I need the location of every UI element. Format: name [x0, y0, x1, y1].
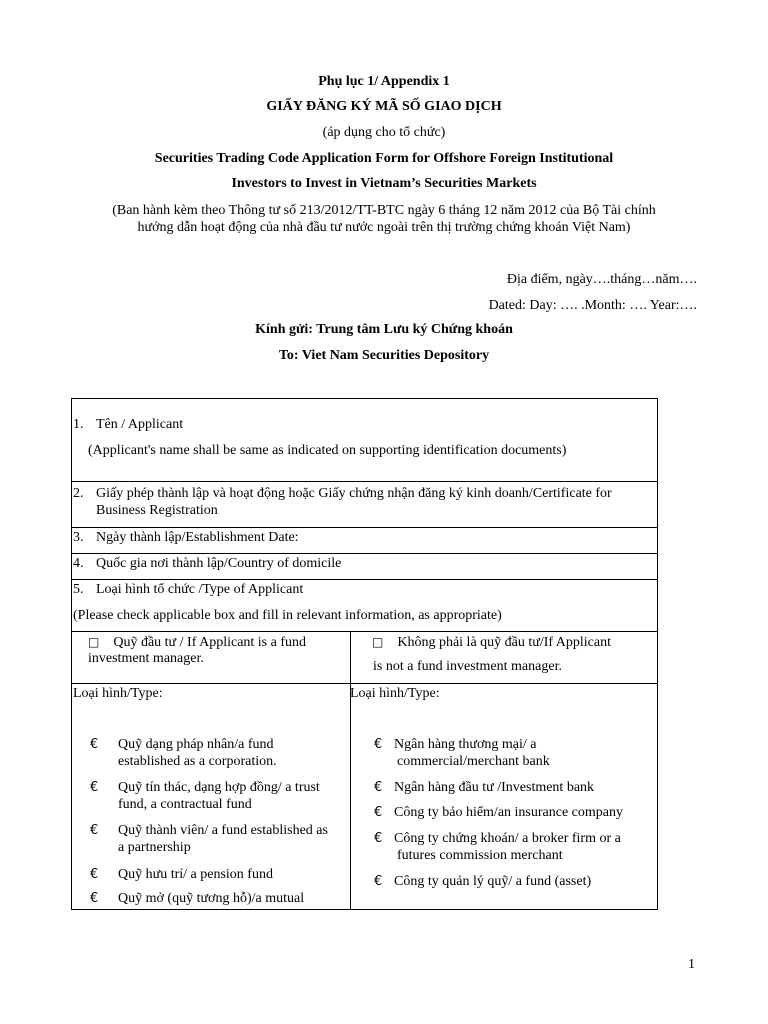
- section-country-of-domicile[interactable]: [73, 555, 341, 573]
- type-instruction-note: (Please check applicable box and fill in relevant information, as appropriate): [73, 608, 502, 623]
- section-establishment-date[interactable]: [73, 529, 299, 547]
- section-type-of-applicant: [73, 581, 303, 599]
- option-label: Không phải là quỹ đầu tư/If Applicant: [397, 635, 612, 650]
- type-label-right: Loại hình/Type:: [350, 686, 440, 701]
- checkbox-icon[interactable]: €: [90, 867, 99, 882]
- section-number: 5.: [73, 582, 84, 597]
- checkbox-icon[interactable]: €: [90, 891, 99, 906]
- section-applicant-name[interactable]: [73, 416, 183, 434]
- appendix-label: Phụ lục 1/ Appendix 1: [318, 74, 450, 89]
- option-label-cont: investment manager.: [88, 651, 204, 666]
- checkbox-icon[interactable]: €: [90, 823, 99, 838]
- section-label: Loại hình tổ chức /Type of Applicant: [96, 582, 304, 597]
- row-divider: [72, 527, 657, 528]
- checkbox-icon[interactable]: €: [374, 805, 383, 820]
- checkbox-icon[interactable]: €: [90, 737, 99, 752]
- section-number: 1.: [73, 417, 84, 432]
- form-title-en-line1: Securities Trading Code Application Form for Offshore Foreign Institutional: [154, 151, 614, 166]
- section-number: 3.: [73, 530, 84, 545]
- row-divider: [72, 481, 657, 482]
- checkbox-icon[interactable]: €: [374, 831, 383, 846]
- recipient-en: To: Viet Nam Securities Depository: [278, 348, 490, 363]
- section-label: Giấy phép thành lập và hoạt động hoặc Giấy chứng nhận đăng ký kinh doanh/Certificate for: [96, 486, 612, 501]
- application-form-table: 1. Tên / Applicant (Applicant's name shall be same as indicated on supporting identification documents) 2. Giấy phép thành lập và hoạt động hoặc Giấy chứng nhận đăng ký kinh doanh/Certificate for Business Registration 3. Ngày thành lập/Establishment Date: 4. Quốc gia nơi thành lập/Country of domicile 5. Loại hình tổ chức /Type of Applicant (Please check applicable box and fill in relevant information, as appropriate) □ Quỹ đầu tư / If Applicant is a fund investment manager. □ Không phải là quỹ đầu tư/If Applicant is not a fund investment manager. Loại hình/Type: Loại hình/Type: € Quỹ dạng pháp nhân/a fund established as a corporation. € Quỹ tín thác, dạng hợp đồng/ a trust fund, a contractual fund € Quỹ thành viên/ a fund established as a partnership € Quỹ hưu trí/ a pension fund € Quỹ mở (quỹ tương hỗ)/a mutual € Ngân hàng thương mại/ a commercial/merchant bank € Ngân hàng đầu tư /Investment bank € Công ty bảo hiểm/an insurance company € Công ty chứng khoán/ a broker firm or a futures commission merchant € Công ty quản lý quỹ/ a fund (asset): [71, 398, 658, 910]
- section-label-cont: Business Registration: [96, 503, 218, 518]
- section-label: Quốc gia nơi thành lập/Country of domicile: [96, 556, 342, 571]
- applicant-name-note: (Applicant's name shall be same as indicated on supporting identification documents): [88, 443, 567, 458]
- section-business-registration[interactable]: [73, 485, 612, 503]
- section-label: Tên / Applicant: [96, 417, 184, 432]
- section-label: Ngày thành lập/Establishment Date:: [96, 530, 299, 545]
- row-divider: [72, 553, 657, 554]
- recipient-vn: Kính gửi: Trung tâm Lưu ký Chứng khoán: [255, 322, 513, 337]
- option-label: Quỹ đầu tư / If Applicant is a fund: [113, 635, 307, 650]
- row-divider: [72, 579, 657, 580]
- row-divider: [72, 683, 657, 684]
- column-divider: [350, 631, 351, 909]
- checkbox-icon[interactable]: □: [372, 635, 384, 649]
- checkbox-icon[interactable]: €: [374, 780, 383, 795]
- section-number: 4.: [73, 556, 84, 571]
- form-title-vn: GIẤY ĐĂNG KÝ MÃ SỐ GIAO DỊCH: [266, 99, 502, 114]
- date-line-en: Dated: Day: …. .Month: …. Year:….: [488, 298, 697, 313]
- form-title-en-line2: Investors to Invest in Vietnam’s Securities Markets: [231, 176, 537, 191]
- date-line-vn: Địa điểm, ngày….tháng…năm….: [506, 272, 697, 287]
- row-divider: [72, 631, 657, 632]
- checkbox-icon[interactable]: €: [374, 874, 383, 889]
- issuance-note-line2: hướng dẫn hoạt động của nhà đầu tư nước ngoài trên thị trường chứng khoán Việt Nam): [137, 220, 631, 235]
- type-label-left: Loại hình/Type:: [73, 686, 163, 701]
- checkbox-icon[interactable]: □: [88, 635, 100, 649]
- non-fund-manager-option[interactable]: [372, 633, 611, 652]
- option-label-cont: is not a fund investment manager.: [373, 659, 562, 674]
- checkbox-icon[interactable]: €: [90, 780, 99, 795]
- checkbox-icon[interactable]: €: [374, 737, 383, 752]
- issuance-note-line1: (Ban hành kèm theo Thông tư số 213/2012/TT-BTC ngày 6 tháng 12 năm 2012 của Bộ Tài chính: [112, 203, 656, 218]
- page-number: 1: [688, 957, 695, 972]
- applies-to-note: (áp dụng cho tổ chức): [322, 125, 446, 140]
- section-number: 2.: [73, 486, 84, 501]
